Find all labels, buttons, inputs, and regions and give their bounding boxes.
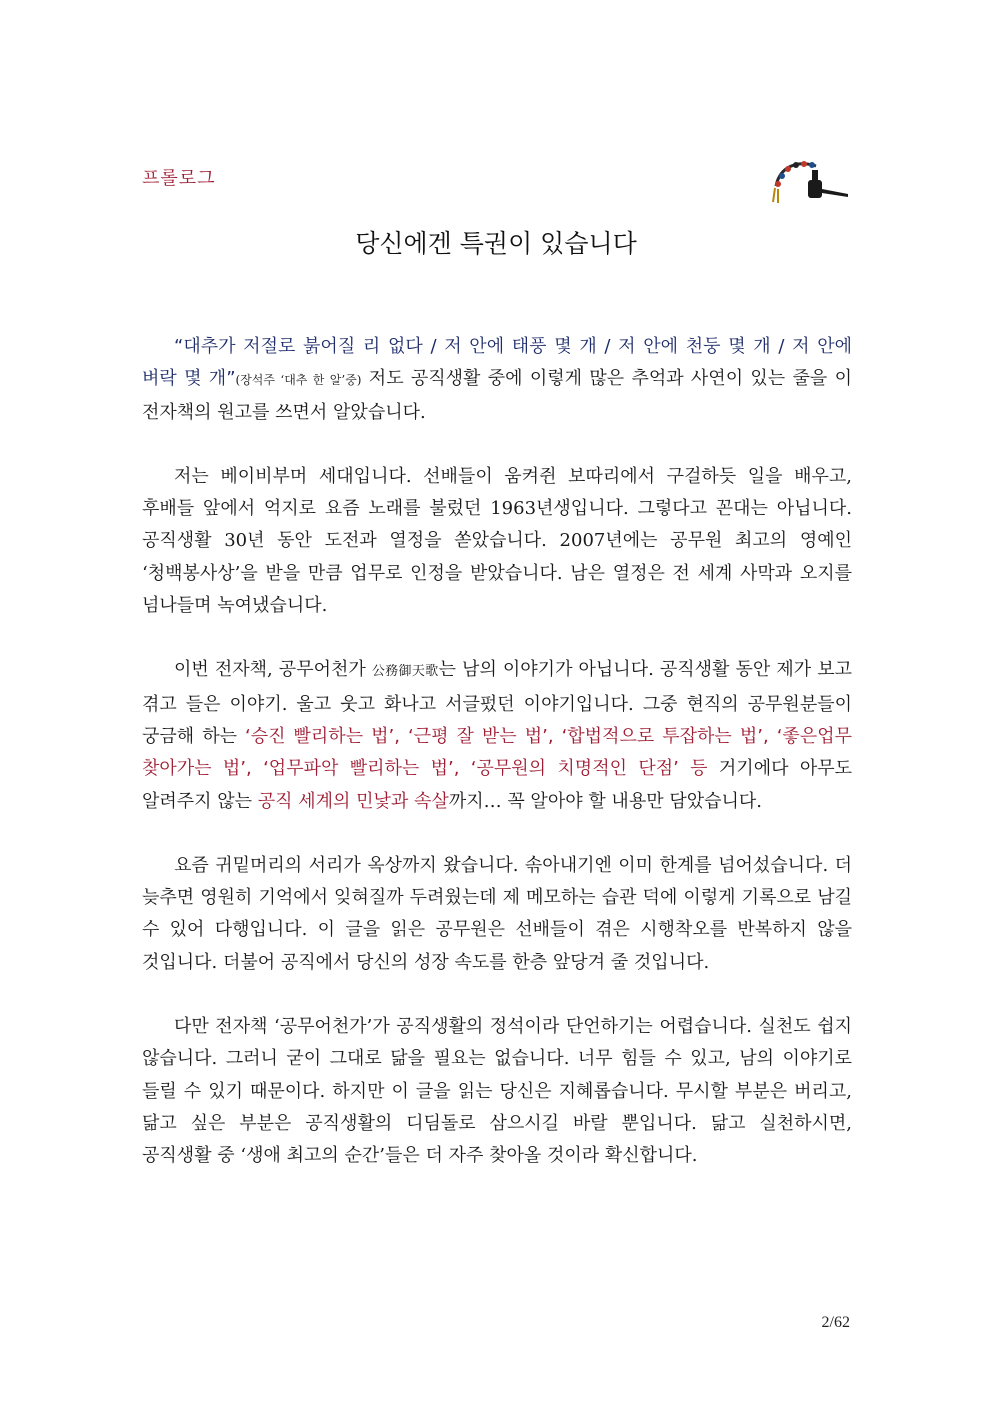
paragraph-3-text-2: 는 남의 이야기가 아닙니다. 공직생활 동안 제가 보고 겪고 들은 이야기. 울고 웃고 화나고 서글펐던 이야기입니다. 그중 현직의 공무원분들이 궁금해 하는 <box>142 659 852 747</box>
paragraph-4: 요즘 귀밑머리의 서리가 옥상까지 왔습니다. 솎아내기엔 이미 한계를 넘어섰습니다. 더 늦추면 영원히 기억에서 잊혀질까 두려웠는데 제 메모하는 습관 덕에 이렇게 기록으로 남길 수 있어 다행입니다. 이 글을 읽은 공무원은 선배들이 겪은 시행착오를 반복하지 않을 것입니다. 더불어 공직에서 당신의 성장 속도를 한층 앞당겨 줄 것입니다. <box>142 854 852 973</box>
poem-quote: “대추가 저절로 붉어질 리 없다 / 저 안에 태풍 몇 개 / 저 안에 천둥 몇 개 / 저 안에 벼락 몇 개” <box>142 336 852 390</box>
highlight-phrase: 공직 세계의 민낯과 속살 <box>257 790 449 812</box>
paragraph-1 <box>142 331 852 429</box>
hanja-title: 公務御天歌 <box>371 664 439 680</box>
paragraph-1-text: 저도 공직생활 중에 이렇게 많은 추억과 사연이 있는 줄을 이 전자책의 원고를 쓰면서 알았습니다. <box>142 368 852 423</box>
quote-source: (장석주 ‘대추 한 알’중) <box>235 373 362 388</box>
paragraph-3-text-3: 거기에다 아무도 알려주지 않는 <box>142 758 852 812</box>
paragraph-5: 다만 전자책 ‘공무어천가’가 공직생활의 정석이라 단언하기는 어렵습니다. 실천도 쉽지 않습니다. 그러니 굳이 그대로 닮을 필요는 없습니다. 너무 힘들 수 있고, 남의 이야기로 들릴 수 있기 때문이다. 하지만 이 글을 읽는 당신은 지혜롭습니다. 무시할 부분은 버리고, 닮고 싶은 부분은 공직생활의 디딤돌로 삼으시길 바랄 뿐입니다. 닮고 실천하시면, 공직생활 중 ‘생애 최고의 순간’들은 더 자주 찾아올 것이라 확신합니다. <box>142 1016 852 1167</box>
section-label: 프롤로그 <box>142 168 216 189</box>
highlight-topics: ‘승진 빨리하는 법’, ‘근평 잘 받는 법’, ‘합법적으로 투잡하는 법’, ‘좋은업무 찾아가는 법’, ‘업무파악 빨리하는 법’, ‘공무원의 치명적인 단점’ 등 <box>142 725 852 780</box>
paragraph-3-text-4: 까지… 꼭 알아야 할 내용만 담았습니다. <box>448 790 762 812</box>
paragraph-3 <box>142 654 852 817</box>
paragraph-2: 저는 베이비부머 세대입니다. 선배들이 움켜쥔 보따리에서 구걸하듯 일을 배우고, 후배들 앞에서 억지로 요즘 노래를 불렀던 1963년생입니다. 그렇다고 꼰대는 아닙니다. 공직생활 30년 동안 도전과 열정을 쏟았습니다. 2007년에는 공무원 최고의 영예인 ‘청백봉사상’을 받을 만큼 업무로 인정을 받았습니다. 남은 열정은 전 세계 사막과 오지를 넘나들며 녹여냈습니다. <box>142 465 852 617</box>
page-number: 2/62 <box>821 1314 850 1331</box>
page-title: 당신에겐 특권이 있습니다 <box>355 229 637 258</box>
ornament-icon <box>768 156 852 208</box>
body-text <box>142 331 852 1205</box>
paragraph-3-text-1: 이번 전자책, 공무어천가 <box>174 659 372 681</box>
